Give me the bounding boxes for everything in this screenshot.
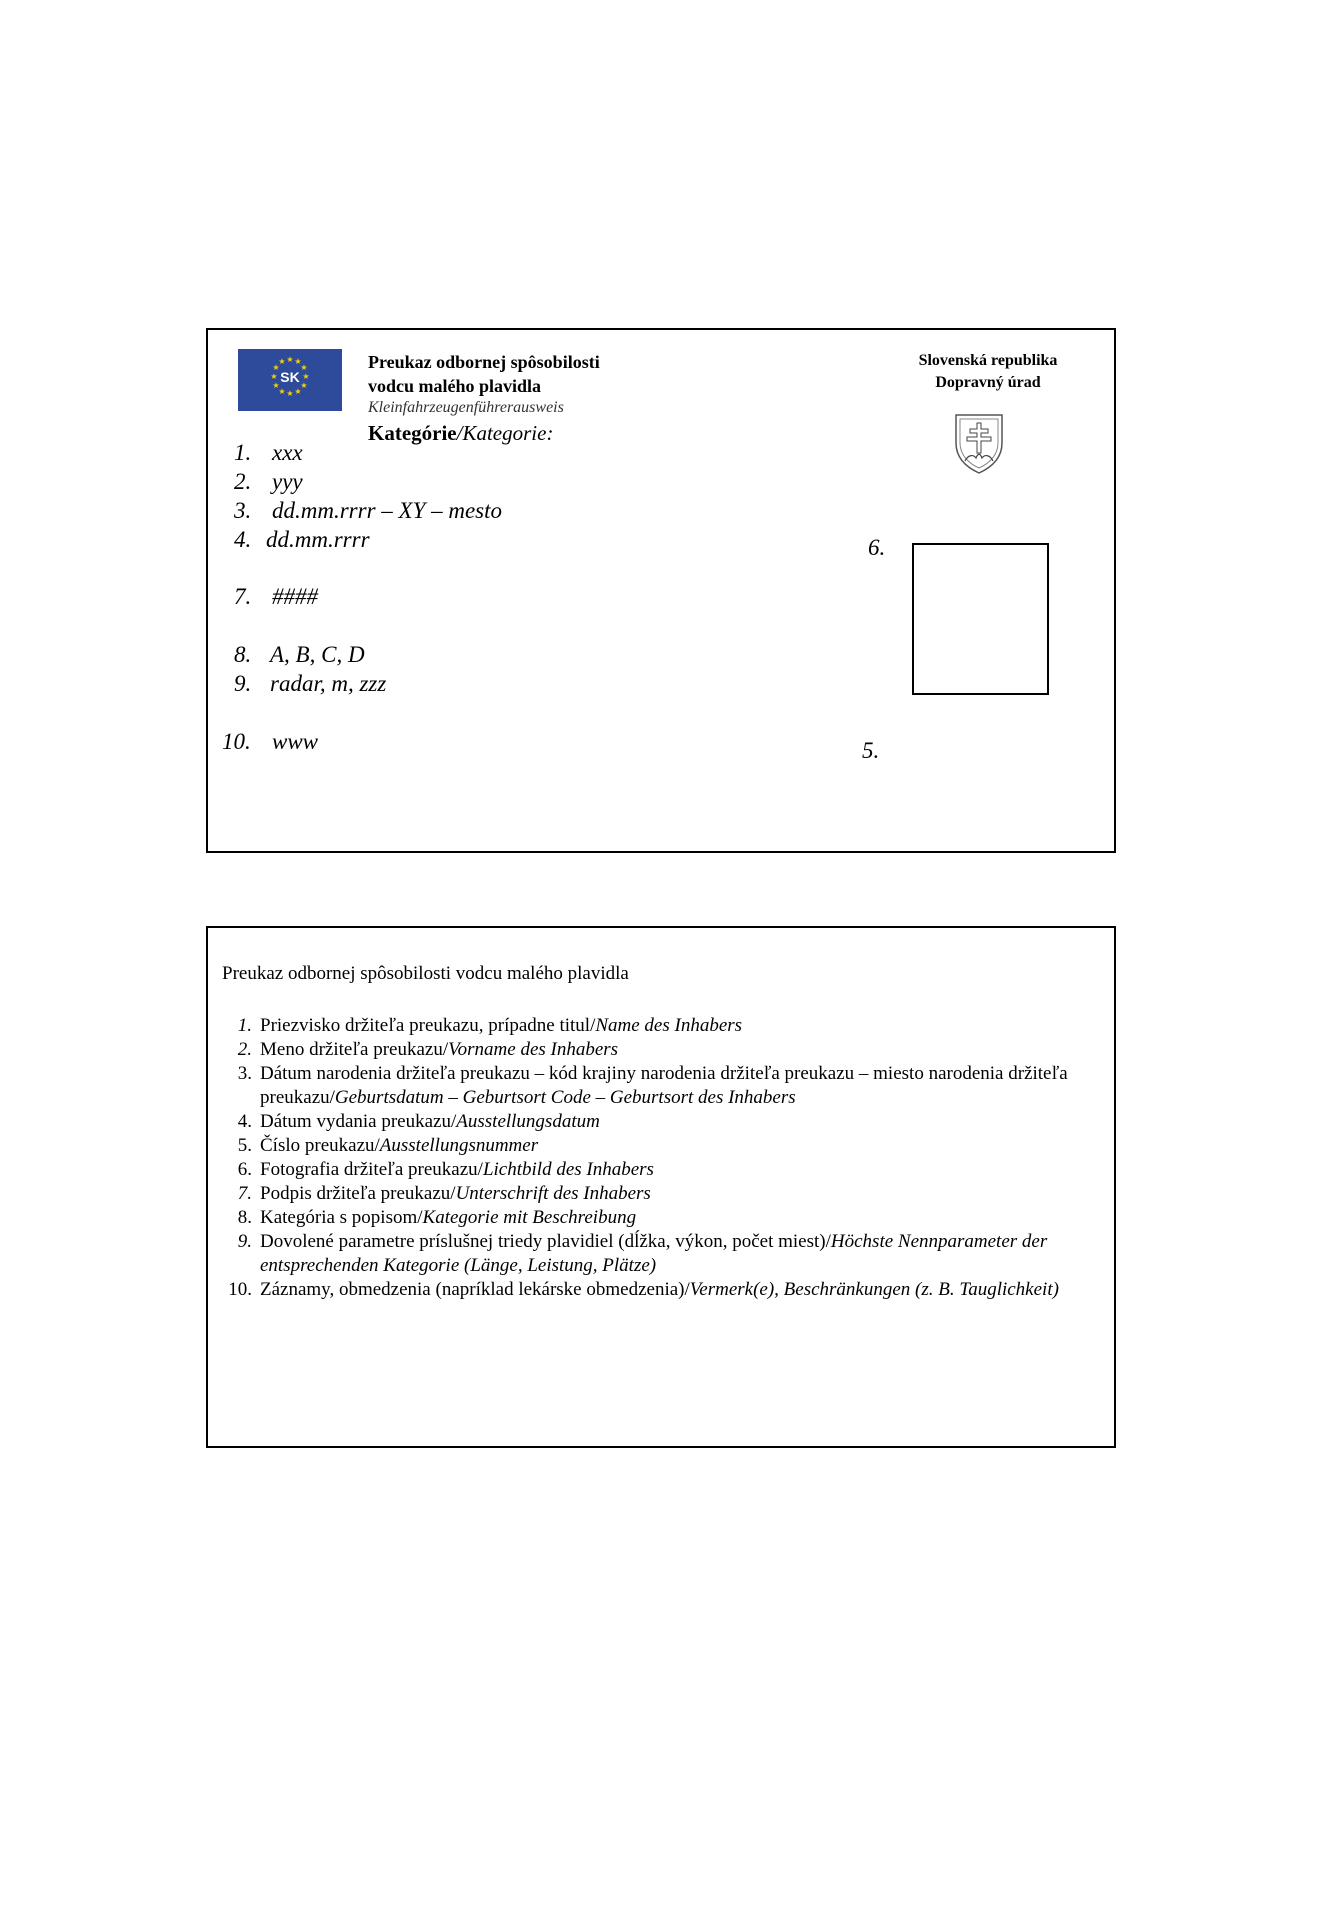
field-1-surname: 1. xxx: [234, 440, 303, 465]
issuing-authority: [888, 350, 1088, 394]
field-10-records: 10. www: [222, 729, 319, 754]
svg-text:★: ★: [294, 357, 302, 366]
field-3-birth: 3. dd.mm.rrrr – XY – mesto: [234, 498, 503, 523]
svg-text:★: ★: [286, 355, 294, 364]
licence-front-card: [206, 328, 1116, 853]
authority-office: Dopravný úrad: [935, 374, 1041, 391]
svg-text:★: ★: [270, 372, 278, 381]
svg-text:★: ★: [278, 357, 286, 366]
svg-text:★: ★: [302, 372, 310, 381]
licence-back-card: [206, 926, 1116, 1448]
card-title-line1: Preukaz odbornej spôsobilosti: [368, 352, 600, 372]
field-legend-list: [220, 1014, 1080, 1302]
legend-item: 2. Meno držiteľa preukazu/Vorname des Inhabers: [237, 1039, 619, 1060]
number-label: 5.: [862, 738, 880, 763]
field-4-issue-date: 4. dd.mm.rrrr: [234, 527, 370, 552]
field-7-signature: 7. ####: [234, 584, 318, 609]
back-title: Preukaz odbornej spôsobilosti vodcu malého plavidla: [222, 963, 629, 984]
legend-item: 10. Záznamy, obmedzenia (napríklad lekárske obmedzenia)/Vermerk(e), Beschränkungen (z. B. Tauglichkeit): [228, 1279, 1059, 1300]
country-code: SK: [280, 369, 300, 385]
field-9-parameters: 9. radar, m, zzz: [234, 671, 387, 696]
photo-label: 6.: [868, 535, 886, 560]
svg-text:★: ★: [272, 363, 280, 372]
legend-item: 8. Kategória s popisom/Kategorie mit Beschreibung: [237, 1207, 637, 1228]
legend-item: 4. Dátum vydania preukazu/Ausstellungsdatum: [237, 1111, 600, 1132]
svg-text:★: ★: [272, 381, 280, 390]
coat-of-arms-icon: [954, 413, 1004, 475]
legend-item: 1. Priezvisko držiteľa preukazu, prípadne titul/Name des Inhabers: [237, 1015, 743, 1036]
category-label: [368, 418, 600, 448]
card-title-block: [368, 350, 600, 448]
svg-text:★: ★: [278, 387, 286, 396]
category-label-sk: Kategórie: [368, 421, 457, 445]
svg-text:★: ★: [300, 363, 308, 372]
card-title-line2: vodcu malého plavidla: [368, 376, 542, 396]
category-label-de: /Kategorie:: [456, 421, 554, 445]
card-title-german: Kleinfahrzeugenführerausweis: [368, 399, 564, 416]
legend-item: 9. Dovolené parametre príslušnej triedy plavidiel (dĺžka, výkon, počet miest)/Höchste Nennparameter der entsprechenden Kategorie (Länge, Leistung, Plätze): [237, 1231, 1048, 1276]
legend-item: 7. Podpis držiteľa preukazu/Unterschrift des Inhabers: [237, 1183, 651, 1204]
field-2-name: 2. yyy: [234, 469, 303, 494]
photo-placeholder: [912, 543, 1049, 695]
svg-text:★: ★: [286, 389, 294, 398]
svg-text:★: ★: [300, 381, 308, 390]
legend-item: 5. Číslo preukazu/Ausstellungsnummer: [237, 1135, 539, 1156]
eu-flag-emblem: [238, 349, 342, 411]
legend-item: 6. Fotografia držiteľa preukazu/Lichtbild des Inhabers: [237, 1159, 654, 1180]
svg-text:★: ★: [294, 387, 302, 396]
legend-item: 3. Dátum narodenia držiteľa preukazu – kód krajiny narodenia držiteľa preukazu – miesto narodenia držiteľa preukazu/Geburtsdatum – Geburtsort Code – Geburtsort des Inhabers: [237, 1063, 1068, 1108]
field-8-category: 8. A, B, C, D: [234, 642, 365, 667]
authority-country: Slovenská republika: [918, 352, 1058, 369]
